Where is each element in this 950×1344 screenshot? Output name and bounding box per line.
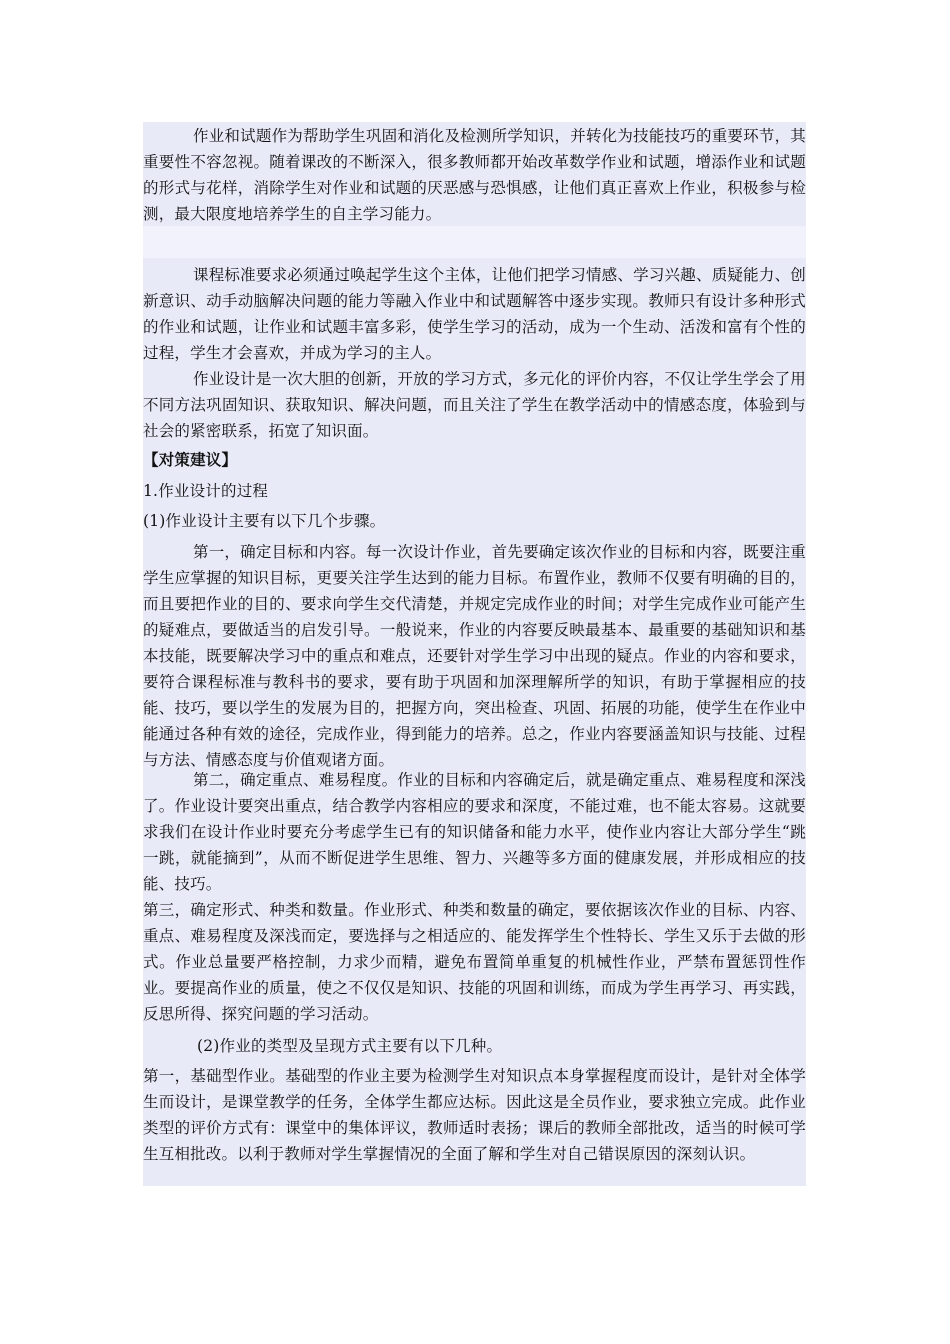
subheading-1: 1.作业设计的过程 (143, 482, 269, 500)
paragraph-curriculum: 课程标准要求必须通过唤起学生这个主体，让他们把学习情感、学习兴趣、质疑能力、创新意识、动手动脑解决问题的能力等融入作业中和试题解答中逐步实现。教师只有设计多种形式的作业和试题，让作业和试题丰富多彩，使学生学习的活动，成为一个生动、活泼和富有个性的过程，学生才会喜欢，并成为学习的主人。 (143, 266, 806, 362)
paragraph-step-1: 第一，确定目标和内容。每一次设计作业，首先要确定该次作业的目标和内容，既要注重学生应掌握的知识目标，更要关注学生达到的能力目标。布置作业，教师不仅要有明确的目的，而且要把作业的目的、要求向学生交代清楚，并规定完成作业的时间；对学生完成作业可能产生的疑难点，要做适当的启发引导。一般说来，作业的内容要反映最基本、最重要的基础知识和基本技能，既要解决学习中的重点和难点，还要针对学生学习中出现的疑点。作业的内容和要求，要符合课程标准与教科书的要求，要有助于巩固和加深理解所学的知识，有助于掌握相应的技能、技巧，要以学生的发展为目的，把握方向，突出检查、巩固、拓展的功能，使学生在作业中能通过各种有效的途径，完成作业，得到能力的培养。总之，作业内容要涵盖知识与技能、过程与方法、情感态度与价值观诸方面。 (143, 543, 806, 769)
paragraph-step-3: 第三，确定形式、种类和数量。作业形式、种类和数量的确定，要依据该次作业的目标、内容、重点、难易程度及深浅而定，要选择与之相适应的、能发挥学生个性特长、学生又乐于去做的形式。作业总量要严格控制，力求少而精，避免布置简单重复的机械性作业，严禁布置惩罚性作业。要提高作业的质量，使之不仅仅是知识、技能的巩固和训练，而成为学生再学习、再实践，反思所得、探究问题的学习活动。 (143, 901, 806, 1023)
subheading-1-1: (1)作业设计主要有以下几个步骤。 (143, 512, 386, 530)
section-heading: 【对策建议】 (143, 450, 238, 469)
highlight-block-2 (143, 226, 806, 258)
subheading-1-2: (2)作业的类型及呈现方式主要有以下几种。 (197, 1037, 503, 1055)
paragraph-innovation: 作业设计是一次大胆的创新，开放的学习方式，多元化的评价内容，不仅让学生学会了用不同方法巩固知识、获取知识、解决问题，而且关注了学生在教学活动中的情感态度，体验到与社会的紧密联系，拓宽了知识面。 (143, 370, 806, 440)
paragraph-step-2: 第二，确定重点、难易程度。作业的目标和内容确定后，就是确定重点、难易程度和深浅了。作业设计要突出重点，结合教学内容相应的要求和深度，不能过难，也不能太容易。这就要求我们在设计作业时要充分考虑学生已有的知识储备和能力水平，使作业内容让大部分学生“跳一跳，就能摘到”，从而不断促进学生思维、智力、兴趣等多方面的健康发展，并形成相应的技能、技巧。 (143, 771, 806, 893)
paragraph-intro: 作业和试题作为帮助学生巩固和消化及检测所学知识，并转化为技能技巧的重要环节，其重要性不容忽视。随着课改的不断深入，很多教师都开始改革数学作业和试题，增添作业和试题的形式与花样，消除学生对作业和试题的厌恶感与恐惧感，让他们真正喜欢上作业，积极参与检测，最大限度地培养学生的自主学习能力。 (143, 127, 806, 223)
paragraph-type-1: 第一，基础型作业。基础型的作业主要为检测学生对知识点本身掌握程度而设计，是针对全体学生而设计，是课堂教学的任务，全体学生都应达标。因此这是全员作业，要求独立完成。此作业类型的评价方式有：课堂中的集体评议，教师适时表扬；课后的教师全部批改，适当的时候可学生互相批改。以利于教师对学生掌握情况的全面了解和学生对自己错误原因的深刻认识。 (143, 1067, 806, 1163)
